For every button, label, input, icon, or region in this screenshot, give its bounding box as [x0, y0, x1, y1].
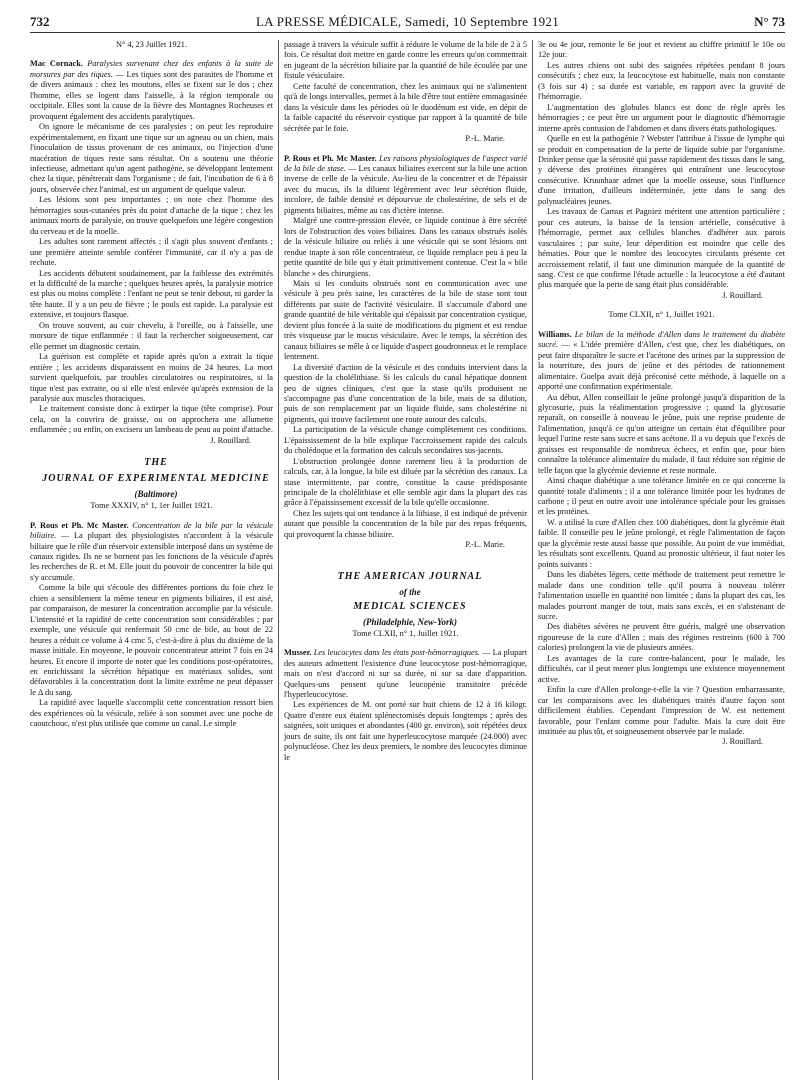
article-ticks-intro	[30, 59, 273, 122]
paragraph: La participation de la vésicule change complètement ces conditions. L'épaississement de la bile explique l'accroissement rapide des calculs du cholédoque et la formation des calculs secondaires sus-jacents.	[284, 425, 527, 456]
article-author: P. Rous et Ph. Mc Master.	[30, 520, 129, 530]
column-2	[284, 40, 527, 763]
paragraph: La guérison est complète et rapide après qu'on a extrait la tique entière ; les accidents disparaissent en moins de 24 heures. La mort survient quelquefois, par troubles circulatoires ou respiratoires, si la tique n'est pas extraite, ou si elle n'est enlevée qu'après extension de la paralysie aux muscles thoraciques.	[30, 352, 273, 403]
tome-reference: Tome CLXII, n° 1, Juillet 1921.	[352, 628, 459, 638]
article-allen-intro	[538, 330, 785, 393]
paragraph: Les adultes sont rarement affectés ; il s'agit plus souvent d'enfants ; une première atteinte semble conférer l'immunité, car il n'y a pas de rechute.	[30, 237, 273, 268]
paragraph: Ainsi chaque diabétique a une tolérance limitée en ce qui concerne la quantité totale d'aliments ; il a une tolérance limitée pour les hydrates de carbone ; il peut en outre avoir une intolérance spéciale pour les graisses et les protéines.	[538, 476, 785, 517]
article-author: Mac Cornack.	[30, 59, 83, 69]
signature: J. Rouillard.	[722, 290, 763, 300]
tome-reference: Tome CLXII, n° 1, Juillet 1921.	[608, 310, 715, 320]
tome-reference: Tome XXXIV, n° 1, 1er Juillet 1921.	[90, 501, 213, 511]
journal-heading-the: THE	[144, 457, 168, 469]
paragraph: Les expériences de M. ont porté sur huit chiens de 12 à 16 kilogr. Quatre d'entre eux étaient splénectomisés depuis longtemps ; après des saignées, soit uniques et abondantes (400 gr. environ), soit répétées deux jours de suite, ils ont fait une hyperleucocytose marquée (24.000) avec polynucléose. Chez les deux premiers, le nombre des leucocytes diminue le	[284, 700, 527, 762]
paragraph: 3e ou 4e jour, remonte le 6e jour et revient au chiffre primitif le 10e ou 12e jour.	[538, 40, 785, 60]
paragraph: L'augmentation des globules blancs est donc de règle après les hémorragies ; ce peut être un argument pour le diagnostic d'hémorragie interne après contusion de l'abdomen et dans divers états pathologiques.	[538, 102, 785, 133]
journal-heading: JOURNAL OF EXPERIMENTAL MEDICINE	[42, 473, 270, 485]
paragraph: La rapidité avec laquelle s'accomplit cette concentration ressort bien des expériences où la vésicule, reliée à son sommet avec une poche de caoutchouc, n'est plus utilisée que comme un canal. Le simple	[30, 698, 273, 729]
paragraph: Les avantages de la cure contre-balancent, pour le malade, les difficultés, car il peut mener plus longtemps une existence moyennement active.	[538, 653, 785, 684]
paragraph: Des diabètes sévères ne peuvent être guéris, malgré une observation rigoureuse de la cure d'Allen ; mais des régimes restreints (600 à 700 calories) prolongent la vie de plusieurs années.	[538, 622, 785, 653]
article-author: Musser.	[284, 648, 312, 658]
article-text: — La plupart des auteurs admettent l'existence d'une leucocytose post-hémorragique, mais on n'est d'accord ni sur sa durée, ni sur sa date d'apparition. Quelques-uns pensent qu'une leucopénie transitoire précède l'hyperleucocytose.	[284, 648, 527, 700]
issue-reference: N° 4, 23 Juillet 1921.	[115, 40, 188, 49]
article-leucocytes-intro	[284, 648, 527, 700]
paragraph: Les autres chiens ont subi des saignées répétées pendant 8 jours consécutifs ; chez eux, la leucocytose est habituelle, mais non constante (3 fois sur 4) ; sa durée est variable, en rapport avec la gravité de l'hémorragie.	[538, 60, 785, 102]
paragraph: La diversité d'action de la vésicule et des conduits intervient dans la question de la cholélithiase. Si les calculs du canal hépatique donnent peu de signes cliniques, c'est que la stase qu'ils produisent ne s'accompagne pas d'une concentration de la bile, mais de sa dilution, puis de son remplacement par un liquide fluide, sans cholestérine ni pigments, qui trouve facilement une route autour des calculs.	[284, 362, 527, 424]
signature: P.-L. Marie.	[465, 540, 505, 550]
paragraph: Les lésions sont peu importantes ; on note chez l'homme des hémorragies sous-cutanées près du point d'attache de la tique ; chez les animaux morts de paralysie, on trouve quelquefois une légère congestion du cerveau et de la moelle.	[30, 195, 273, 236]
paragraph: On trouve souvent, au cuir chevelu, à l'oreille, ou à l'aisselle, une morsure de tique enflammée : il faut la rechercher soigneusement, car elle permet un diagnostic certain.	[30, 320, 273, 351]
paragraph: Les travaux de Camus et Pagniez méritent une attention particulière ; pour ces auteurs, la baisse de la tension artérielle, consécutive à l'hémorragie, permet aux cellules blanches d'adhérer aux parois vasculaires ; par suite, leur déperdition est moindre que celle des hématies. Pour que le nombre des leucocytes circulants présente cet accroissement relatif, il faut une diminution marquée de la quantité de sang. C'est ce que confirme l'étude actuelle : la leucocytose a été d'autant plus marquée que la perte de sang était plus considérable.	[538, 207, 785, 290]
column-rule-1	[278, 40, 279, 1080]
paragraph: Comme la bile qui s'écoule des différentes portions du foie chez le chien a sensiblement la même teneur en pigments biliaires, il est aisé, par comparaison, de mesurer la concentration accomplie par la vésicule. L'intensité et la rapidité de cette concentration sont considérables ; par exemple, une vésicule qui renfermait 50 cmc de bile, au bout de 22 heures a réduit ce volume à 4 cmc 5, c'est-à-dire à plus du dixième de la masse initiale. En moyenne, le pouvoir concentrateur atteint 7 fois en 24 heures. Et encore il importe de noter que les conditions post-opératoires, en enrichissant la sécrétion hépatique en matériaux solides, sont défavorables à la concentration dont la limite extrême ne peut dépasser le Δ du sang.	[30, 583, 273, 697]
article-stasis-intro	[284, 154, 527, 217]
signature: J. Rouillard.	[210, 435, 251, 445]
article-author: P. Rous et Ph. Mc Master.	[284, 153, 377, 163]
paragraph: On ignore le mécanisme de ces paralysies ; on peut les reproduire expérimentalement, en fixant une tique sur un agneau ou un chien, mais l'inoculation de tissus provenant de ces animaux, ou l'injection d'une macération de tiques reste sans résultat. On a soutenu une théorie infectieuse, admettant qu'un agent pathogène, se développant lentement chez la tique, pénétrerait dans l'organisme ; de fait, l'incubation de 6 à 8 jours, observée chez l'animal, est un argument de quelque valeur.	[30, 122, 273, 194]
journal-city: (Philadelphie, New-York)	[363, 616, 457, 627]
paragraph: Au début, Allen conseillait le jeûne prolongé jusqu'à disparition de la glycosurie, puis la réalimentation progressive ; quand la glycosurie reparaît, on conseille à nouveau le jeûne, puis une reprise prudente de l'alimentation, jusqu'à ce qu'on atteigne un certain état d'équilibre pour lequel l'urine reste sans sucre et sans acétone. Il a vu depuis que l'excès de graisses est responsable de nombreux échecs, et enfin que, pour bien connaître la tolérance alimentaire du malade, il faut réduire son régime de telle façon que la glycémie devienne et reste normale.	[538, 392, 785, 475]
article-text: — La plupart des physiologistes n'accordent à la vésicule biliaire que le rôle d'un réservoir extensible interposé dans un système de canaux rigides. Ils ne se bornent pas les fonctions de la vésicule d'après les recherches de R. et M. Elle jouit du pouvoir de concentrer la bile qui s'y accumule.	[30, 531, 273, 582]
paragraph: Malgré une contre-pression élevée, ce liquide continue à être sécrété lors de l'obstruction des voies biliaires. Dans les canaux obstrués isolés de la vésicule biliaire ou reliés à une vésicule qui se sont lésions ont rendue inapte à son rôle concentrateur, ce liquide remplace peu à peu la petite quantité de bile qui y était primitivement contenue. C'est la « bile blanche » des chirurgiens.	[284, 216, 527, 278]
running-header	[30, 14, 785, 33]
paragraph: Enfin la cure d'Allen prolonge-t-elle la vie ? Question embarrassante, car les comparaisons avec les diabétiques traités d'autre façon sont difficilement établies. Cependant l'impression de W. est nettement favorable, pour l'enfant comme pour l'adulte. Mais la cure doit être instituée au plus tôt, et soigneusement observée par le malade.	[538, 685, 785, 736]
journal-heading: THE AMERICAN JOURNAL	[337, 570, 483, 582]
paragraph: Le traitement consiste donc à extirper la tique (tête comprise). Pour cela, on la couvrira de graisse, ou on approchera une allumette enflammée ; ou enfin, on excisera un lambeau de peau au point d'attache.	[30, 404, 273, 435]
paragraph: Quelle en est la pathogénie ? Webster l'attribue à l'issue de lymphe qui se produit en compensation de la perte de liquide subie par l'organisme. Drinker pense que la sérosité qui passe rapidement des tissus dans le sang, y déverse des protéines étrangères qui entraînent une leucocytose consécutive. Kruunhaar admet que la moelle osseuse, sous l'influence d'une irritation, d'ailleurs indéterminée, jette dans le sang des polynucléaires jeunes.	[538, 134, 785, 206]
paragraph: Dans les diabètes légers, cette méthode de traitement peut remettre le malade dans une condition telle qu'il pourra à nouveau tolérer l'alimentation usuelle en quantité non limitée ; dans la plupart des cas, les malades pourront manger de tout, mais sans excès, et en s'abstenant de sucre.	[538, 570, 785, 622]
paragraph: Chez les sujets qui ont tendance à la lithiase, il est indiqué de prévenir autant que possible la concentration de la bile par des repas fréquents, qui provoquent la chasse biliaire.	[284, 508, 527, 539]
article-text: — Les canaux biliaires exercent sur la bile une action inverse de celle de la vésicule. Au-lieu de la concentrer et de l'épaissir avec du mucus, ils la diluent légèrement avec leur sécrétion fluide, incolore, de faible densité et dépourvue de cholestérine, de sels et de pigments biliaires, même au cas d'ictère intense.	[284, 163, 527, 215]
article-title: Les leucocytes dans les états post-hémorragiques.	[313, 648, 481, 658]
column-1	[30, 40, 273, 730]
paragraph: passage à travers la vésicule suffit à réduire le volume de la bile de 2 à 5 fois. Ce résultat doit mettre en garde contre les erreurs qu'on commettrait en jugeant de la sécrétion biliaire par la quantité de bile écoulée par une fistule vésiculaire.	[284, 40, 527, 81]
paragraph: Mais si les conduits obstrués sont en communication avec une vésicule à peu près saine, les caractères de la bile de stase sont tout différents par suite de l'activité vésiculaire. Il s'accumule d'abord une grande quantité de bile véritable qui s'épaissit par concentration cystique, devient plus foncée à la suite de modifications du pigment et est rendue très visqueuse par le mucus vésiculaire. Avec le temps, la sécrétion des canaux biliaires se mêle à ce liquide d'aspect goudronneux et le remplace lentement.	[284, 278, 527, 362]
column-rule-2	[532, 40, 533, 1080]
journal-title: LA PRESSE MÉDICALE, Samedi, 10 Septembre 1921	[255, 14, 560, 29]
article-text: — Les tiques sont des parasites de l'homme et de divers animaux : chez les moutons, elles se fixent sur le dos ; chez l'homme, elles se logent dans l'aisselle, à la région temporale ou occipitale. Elles sont la cause de la fièvre des Montagnes Rocheuses et provoquent également des accidents paralytiques.	[30, 69, 274, 121]
article-title: Les raisons physiologiques de l'aspect varié de la bile de stase.	[284, 153, 528, 173]
journal-heading-of: of the	[399, 586, 421, 597]
signature: J. Rouillard.	[722, 737, 763, 747]
paragraph: L'obstruction prolongée donne rarement lieu à la production de calculs, car, à la longue, la bile est diluée par la sécrétion des canaux. La stase intermittente, par contre, constitue la cause prédisposante principale de la cholélithiase et elle semble agir dans la plupart des cas grâce à l'épaississement excessif de la bile qu'elle occasionne.	[284, 456, 527, 508]
column-3	[538, 40, 785, 748]
journal-city: (Baltimore)	[134, 489, 178, 500]
article-author: Williams.	[538, 329, 572, 339]
article-text: — « L'idée première d'Allen, c'est que, chez les diabétiques, on peut faire disparaître le sucre et l'acétone des urines par la suppression de la nourriture, des jours de jeûne et des périodes de rationnement alimentaire. Guelpa avait déjà préconisé cette méthode, à laquelle on a apporté une confirmation expérimentale.	[538, 340, 785, 392]
issue-number: N° 73	[754, 14, 785, 29]
signature: P.-L. Marie.	[465, 134, 505, 144]
article-title: Paralysies survenant chez des enfants à la suite de morsures par des tiques.	[30, 59, 274, 79]
article-title: Le bilan de la méthode d'Allen dans le traitement du diabète sucré.	[538, 329, 785, 350]
paragraph: W. a utilisé la cure d'Allen chez 100 diabétiques, dont la glycémie était faible. Il conseille peu le jeûne prolongé, et règle l'alimentation de façon que la glycémie reste aussi basse que possible. Au point de vue immédiat, les résultats sont excellents. Quand au pronostic ultérieur, il faut noter les points suivants :	[538, 517, 785, 569]
paragraph: Les accidents débutent soudainement, par la faiblesse des extrémités et la difficulté de la marche ; quelques heures après, la paralysie motrice est plus ou moins complète : l'enfant ne peut se tenir debout, ni garder la tête haute. Il y a un peu de fièvre ; le pouls est rapide. La paralysie est extensive, et toujours flasque.	[30, 268, 273, 320]
article-bile-intro	[30, 521, 273, 584]
page-number: 732	[30, 14, 50, 29]
article-title: Concentration de la bile par la vésicule biliaire.	[30, 520, 273, 541]
paragraph: Cette faculté de concentration, chez les animaux qui ne s'alimentent qu'à de longs intervalles, permet à la bile d'être tout entière emmagasinée dans la vésicule dans les périodes où le duodénum est vide, en dépit de la faible capacité du réservoir cystique par rapport à la quantité de bile sécrétée par le foie.	[284, 81, 527, 133]
journal-heading-2: MEDICAL SCIENCES	[353, 600, 467, 612]
